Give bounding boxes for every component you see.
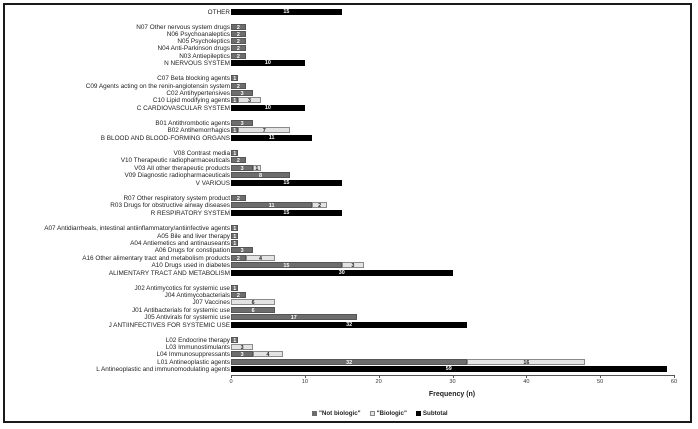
- bar-value-label: 30: [338, 269, 345, 276]
- x-tick: [379, 375, 380, 378]
- bar-value-label: 3: [247, 97, 251, 104]
- row-label: R RESPIRATORY SYSTEM: [150, 209, 230, 217]
- biologic-bar: [253, 165, 260, 172]
- not-biologic-bar: [231, 83, 246, 90]
- not-biologic-bar: [231, 195, 246, 202]
- not-biologic-bar: [231, 157, 246, 164]
- bar-value-label: 3: [240, 247, 244, 254]
- row-label: N07 Other nervous system drugs: [136, 23, 230, 31]
- bar-value-label: 2: [318, 202, 322, 209]
- row-label: J01 Antibacterials for systemic use: [131, 306, 230, 314]
- row-label: V09 Diagnostic radiopharmaceuticals: [124, 171, 230, 179]
- row-label: J04 Antimycobacterials: [164, 291, 230, 299]
- bar-value-label: 1: [233, 75, 237, 82]
- bar-value-label: 1: [255, 165, 259, 172]
- bar-value-label: 2: [236, 157, 240, 164]
- row-label: V10 Therapeutic radiopharmaceuticals: [120, 156, 230, 164]
- x-tick: [231, 375, 232, 378]
- row-label: L02 Endocrine therapy: [165, 336, 230, 344]
- bar-value-label: 1: [233, 150, 237, 157]
- x-tick: [600, 375, 601, 378]
- bar-value-label: 3: [240, 344, 244, 351]
- row-label: N05 Psycholeptics: [177, 37, 230, 45]
- legend-swatch-biologic: [370, 411, 375, 416]
- x-tick-label: 10: [301, 379, 308, 385]
- row-label: A16 Other alimentary tract and metabolism products: [82, 254, 230, 262]
- x-tick: [305, 375, 306, 378]
- bar-value-label: 11: [268, 202, 275, 209]
- not-biologic-bar: [231, 150, 238, 157]
- row-label: L04 Immunosuppressants: [156, 350, 230, 358]
- bar-value-label: 2: [236, 45, 240, 52]
- bar-value-label: 10: [264, 59, 271, 66]
- bar-value-label: 1: [233, 233, 237, 240]
- biologic-bar: [246, 255, 276, 262]
- bar-value-label: 2: [236, 38, 240, 45]
- not-biologic-bar: [231, 255, 246, 262]
- x-tick-label: 0: [229, 379, 233, 385]
- subtotal-bar: [231, 270, 453, 277]
- bar-value-label: 1: [233, 225, 237, 232]
- row-label: A06 Drugs for constipation: [154, 246, 230, 254]
- bar-value-label: 2: [236, 195, 240, 202]
- row-label: A05 Bile and liver therapy: [157, 232, 230, 240]
- not-biologic-bar: [231, 97, 238, 104]
- row-label: C10 Lipid modifying agents: [152, 96, 230, 104]
- row-label: A04 Antiemetics and antinauseants: [130, 239, 230, 247]
- bar-value-label: 3: [240, 90, 244, 97]
- not-biologic-bar: [231, 24, 246, 31]
- bar-value-label: 15: [283, 8, 290, 15]
- x-tick-label: 60: [670, 379, 678, 385]
- bar-value-label: 1: [233, 97, 237, 104]
- legend-swatch-not-biologic: [312, 411, 317, 416]
- not-biologic-bar: [231, 292, 246, 299]
- bar-value-label: 16: [523, 359, 530, 366]
- not-biologic-bar: [231, 351, 253, 358]
- x-tick: [526, 375, 527, 378]
- legend-label: "Biologic": [376, 410, 407, 417]
- not-biologic-bar: [231, 45, 246, 52]
- x-tick-label: 30: [449, 379, 456, 385]
- subtotal-bar: [231, 322, 467, 329]
- row-label: R07 Other respiratory system product: [123, 194, 230, 202]
- row-label: ALIMENTARY TRACT AND METABOLISM: [108, 269, 230, 277]
- not-biologic-bar: [231, 359, 467, 366]
- bar-value-label: 4: [259, 255, 263, 262]
- row-label: N03 Antiepileptics: [179, 52, 230, 60]
- bar-value-label: 3: [351, 262, 355, 269]
- row-label: N NERVOUS SYSTEM: [164, 59, 230, 67]
- not-biologic-bar: [231, 233, 238, 240]
- x-tick-label: 50: [597, 379, 604, 385]
- row-label: V VARIOUS: [195, 179, 230, 187]
- not-biologic-bar: [231, 202, 312, 209]
- row-label: OTHER: [207, 8, 230, 16]
- bar-value-label: 2: [236, 53, 240, 60]
- bar-value-label: 6: [251, 299, 255, 306]
- row-label: V08 Contrast media: [173, 149, 230, 157]
- bar-value-label: 59: [445, 365, 452, 372]
- bar-value-label: 3: [240, 165, 244, 172]
- not-biologic-bar: [231, 314, 357, 321]
- row-label: A10 Drugs used in diabetes: [151, 261, 230, 269]
- bar-value-label: 15: [283, 262, 290, 269]
- bar-value-label: 10: [264, 104, 271, 111]
- bar-value-label: 2: [236, 292, 240, 299]
- bar-value-label: 1: [233, 240, 237, 247]
- legend-item-subtotal: [416, 410, 448, 417]
- not-biologic-bar: [231, 127, 238, 134]
- x-tick-label: 20: [375, 379, 382, 385]
- bar-value-label: 11: [268, 134, 275, 141]
- not-biologic-bar: [231, 240, 238, 247]
- legend-swatch-subtotal: [416, 411, 421, 416]
- not-biologic-bar: [231, 165, 253, 172]
- not-biologic-bar: [231, 38, 246, 45]
- bar-value-label: 3: [240, 120, 244, 127]
- subtotal-bar: [231, 135, 312, 142]
- row-label: J05 Antivirals for systemic use: [144, 313, 230, 321]
- bar-value-label: 2: [236, 31, 240, 38]
- not-biologic-bar: [231, 262, 342, 269]
- row-label: V03 All other therapeutic products: [134, 164, 230, 172]
- bar-value-label: 1: [233, 285, 237, 292]
- legend-label: "Not biologic": [319, 410, 361, 417]
- row-label: J07 Vaccines: [192, 298, 230, 306]
- row-label: B BLOOD AND BLOOD-FORMING ORGANS: [100, 134, 230, 142]
- biologic-bar: [253, 351, 283, 358]
- not-biologic-bar: [231, 75, 238, 82]
- not-biologic-bar: [231, 31, 246, 38]
- x-tick-label: 40: [523, 379, 530, 385]
- row-label: J02 Antimycotics for systemic use: [134, 284, 230, 292]
- biologic-bar: [312, 202, 327, 209]
- row-label: J ANTIINFECTIVES FOR SYSTEMIC USE: [108, 321, 230, 329]
- row-label: A07 Antidiarrheals, intestinal antiinflammatory/antiinfective agents: [44, 224, 230, 232]
- x-tick: [453, 375, 454, 378]
- biologic-bar: [342, 262, 364, 269]
- bar-value-label: 7: [262, 127, 266, 134]
- legend-item-not-biologic: [312, 410, 361, 417]
- row-label: B02 Antihemorrhagics: [167, 126, 230, 134]
- legend-label: Subtotal: [422, 410, 448, 417]
- bar-value-label: 8: [259, 172, 263, 179]
- not-biologic-bar: [231, 247, 253, 254]
- bar-value-label: 2: [236, 24, 240, 31]
- row-label: R03 Drugs for obstructive airway diseases: [110, 201, 230, 209]
- row-label: C02 Antihypertensives: [166, 89, 230, 97]
- row-label: B01 Antithrombotic agents: [155, 119, 230, 127]
- bar-value-label: 32: [346, 359, 353, 366]
- not-biologic-bar: [231, 53, 246, 60]
- not-biologic-bar: [231, 120, 253, 127]
- row-label: L Antineoplastic and immunomodulating agents: [96, 365, 230, 373]
- subtotal-bar: [231, 210, 342, 217]
- bar-value-label: 2: [236, 83, 240, 90]
- bar-value-label: 32: [346, 321, 353, 328]
- row-label: L01 Antineoplastic agents: [157, 358, 230, 366]
- not-biologic-bar: [231, 225, 238, 232]
- not-biologic-bar: [231, 337, 238, 344]
- bar-value-label: 1: [233, 127, 237, 134]
- biologic-bar: [231, 344, 253, 351]
- bar-value-label: 17: [290, 314, 297, 321]
- row-label: C07 Beta blocking agents: [157, 74, 230, 82]
- subtotal-bar: [231, 60, 305, 67]
- row-label: N06 Psychoanaleptics: [166, 30, 230, 38]
- row-label: C CARDIOVASCULAR SYSTEM: [136, 104, 230, 112]
- row-label: L03 Immunostimulants: [165, 343, 230, 351]
- x-axis-label: Frequency (n): [428, 391, 476, 398]
- subtotal-bar: [231, 366, 667, 373]
- legend-item-biologic: [370, 410, 407, 417]
- biologic-bar: [231, 299, 275, 306]
- not-biologic-bar: [231, 307, 275, 314]
- legend: [312, 410, 448, 417]
- row-label: C09 Agents acting on the renin-angiotensin system: [85, 82, 230, 90]
- row-label: N04 Anti-Parkinson drugs: [157, 44, 230, 52]
- not-biologic-bar: [231, 285, 238, 292]
- biologic-bar: [467, 359, 585, 366]
- biologic-bar: [238, 127, 290, 134]
- bar-value-label: 2: [236, 255, 240, 262]
- biologic-bar: [238, 97, 260, 104]
- subtotal-bar: [231, 9, 342, 16]
- bar-value-label: 15: [283, 179, 290, 186]
- bar-value-label: 4: [266, 351, 270, 358]
- bar-value-label: 15: [283, 209, 290, 216]
- x-tick: [674, 375, 675, 378]
- bar-value-label: 3: [240, 351, 244, 358]
- bar-value-label: 1: [233, 337, 237, 344]
- bar-value-label: 6: [251, 307, 255, 314]
- not-biologic-bar: [231, 172, 290, 179]
- subtotal-bar: [231, 105, 305, 112]
- not-biologic-bar: [231, 90, 253, 97]
- subtotal-bar: [231, 180, 342, 187]
